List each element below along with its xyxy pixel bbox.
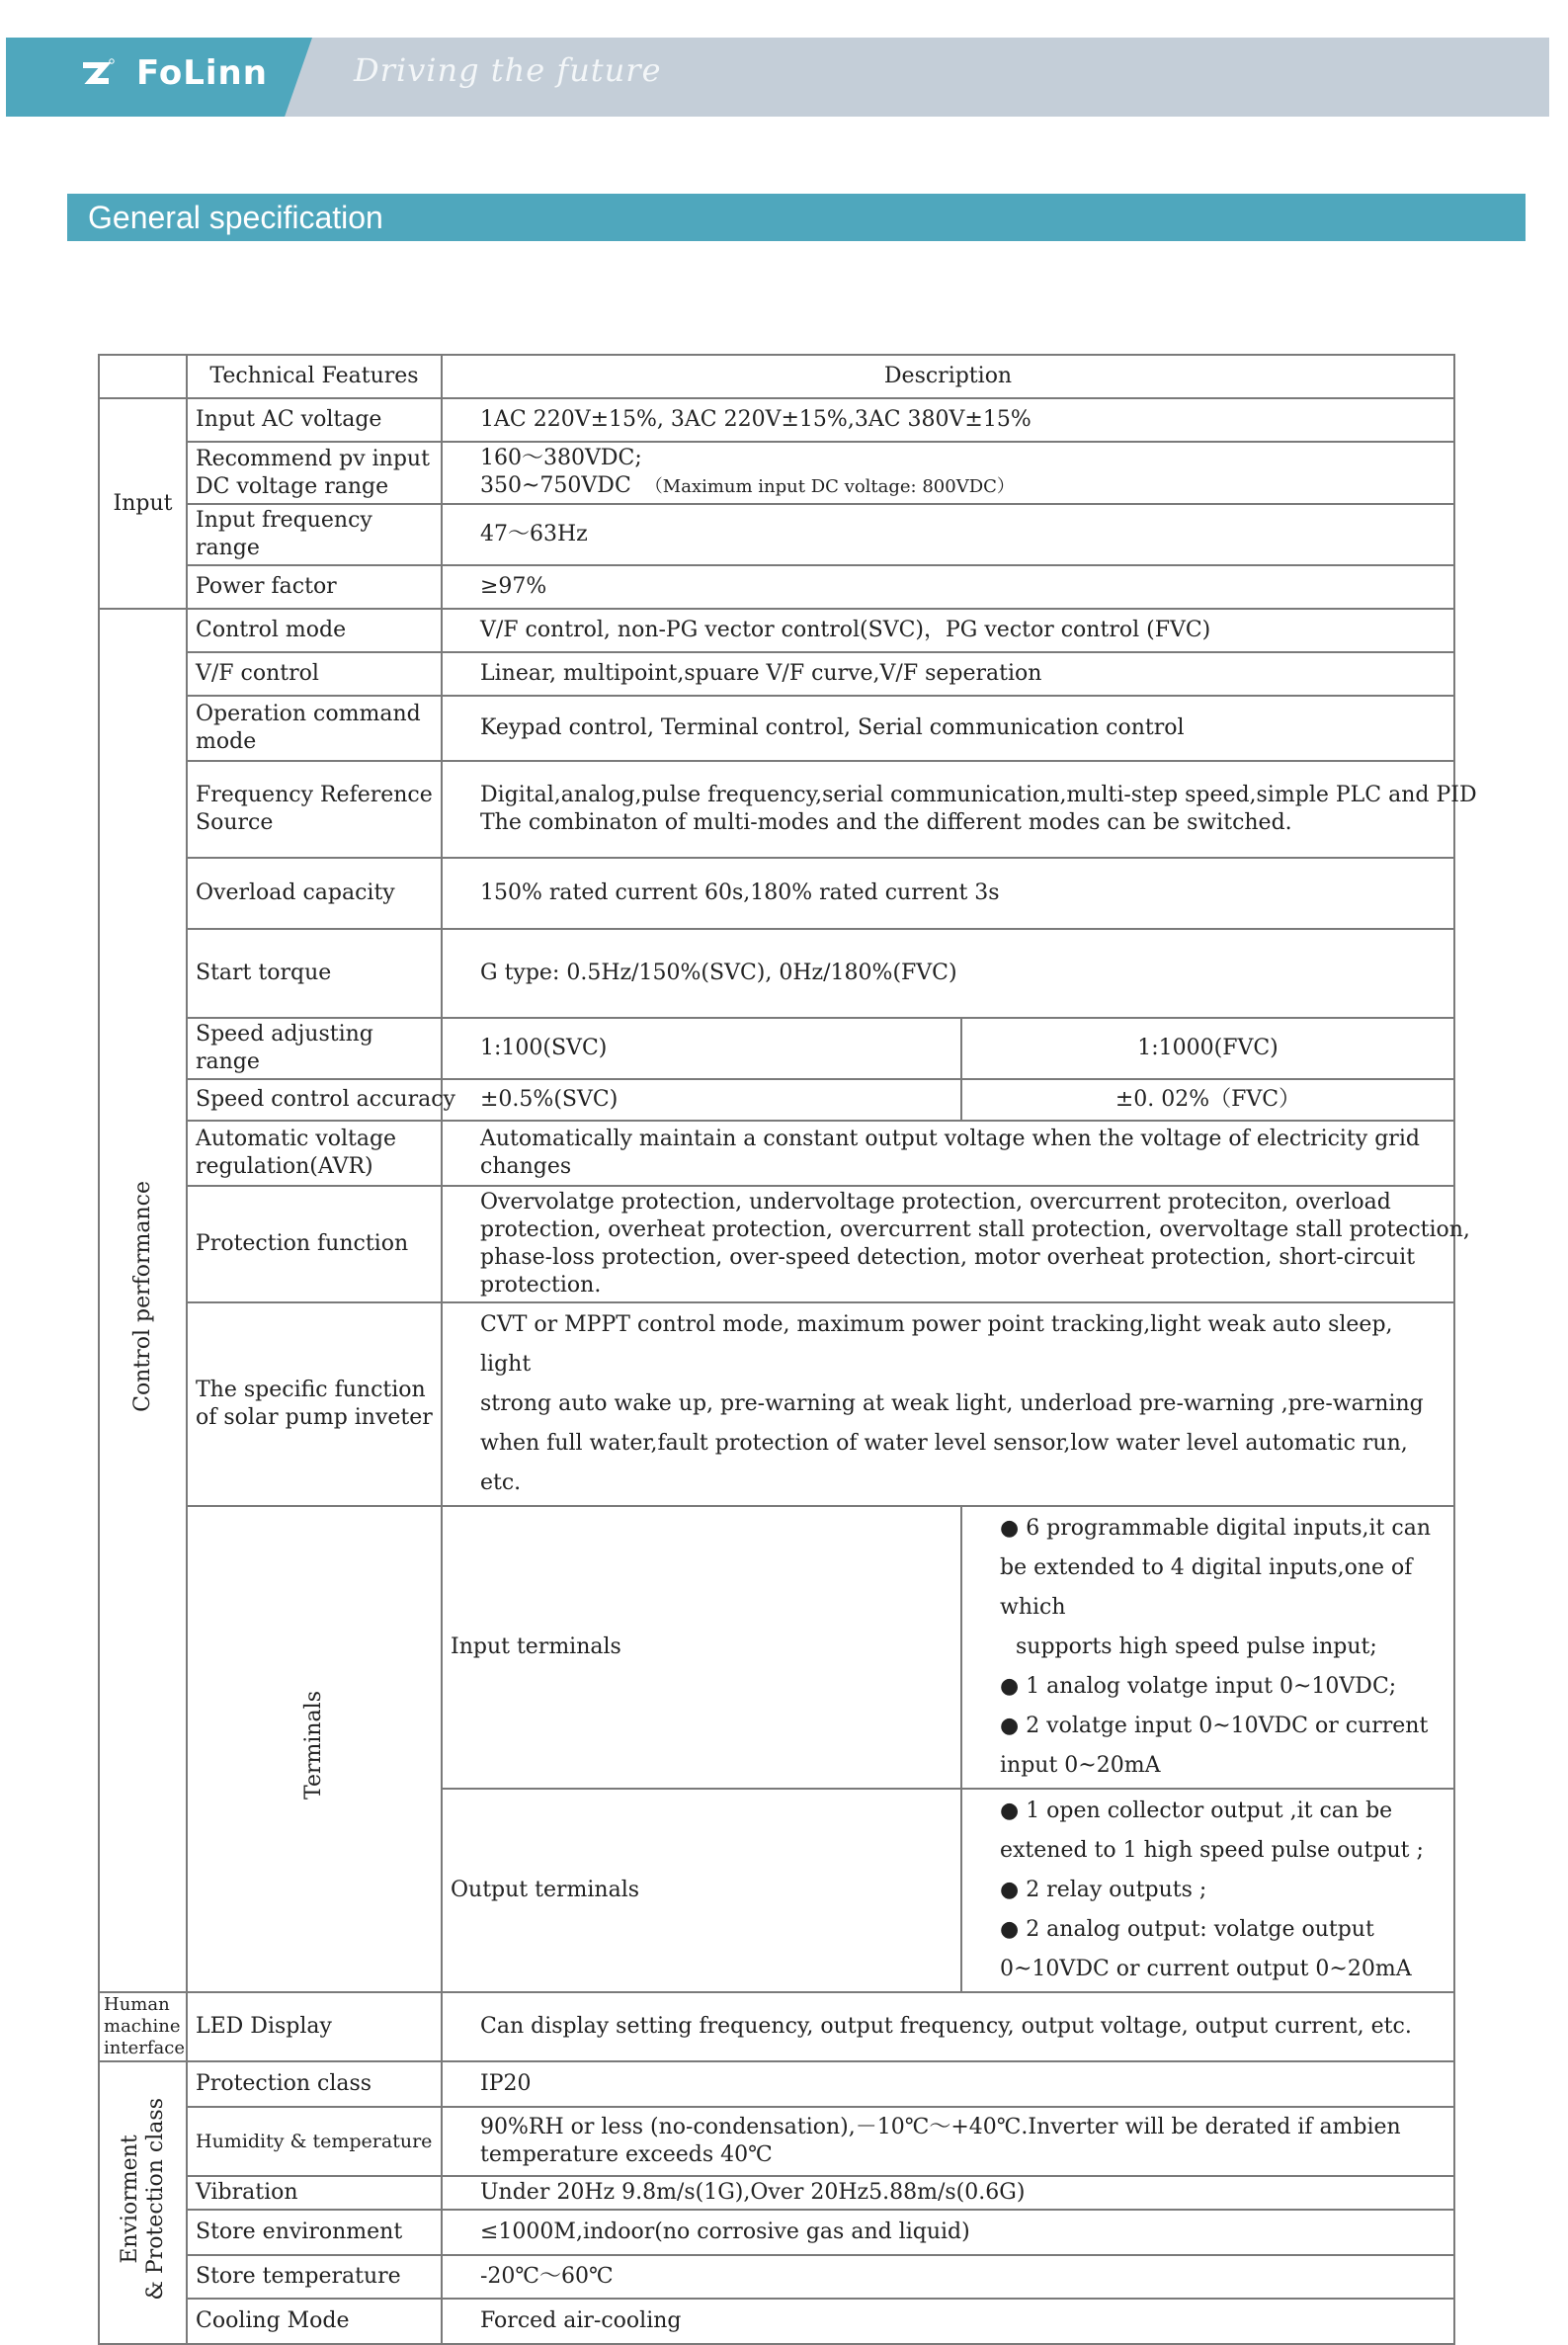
group-env-line2: & Protection class (142, 2097, 168, 2301)
desc-note: （Maximum input DC voltage: 800VDC） (644, 476, 1015, 497)
bullet-line: ● 2 volatge input 0~10VDC or current input 0~20mA (1000, 1714, 1429, 1778)
folinn-logo-icon (79, 55, 115, 95)
table-row (99, 1992, 1454, 2061)
slogan: Driving the future (354, 51, 662, 89)
feature-cell: Protection class (187, 2061, 442, 2107)
feature-cell: LED Display (187, 1992, 442, 2061)
table-row (99, 2176, 1454, 2210)
feature-cell: Speed adjusting range (187, 1018, 442, 1079)
table-row (99, 2061, 1454, 2107)
desc-line: The combinaton of multi-modes and the different modes can be switched. (480, 810, 1292, 835)
desc-cell: ≥97% (442, 565, 1454, 609)
desc-line: 90%RH or less (no-condensation),－10℃～+40℃.Inverter will be derated if ambien (480, 2115, 1401, 2139)
feature-line: of solar pump inveter (196, 1405, 433, 1430)
group-input (99, 398, 187, 609)
feature-cell: Speed control accuracy (187, 1079, 442, 1121)
table-row (99, 652, 1454, 696)
desc-cell (442, 1186, 1470, 1302)
group-environment-label (118, 2098, 169, 2301)
bullet-line: ● 1 analog volatge input 0~10VDC; (1000, 1674, 1397, 1699)
table-row (99, 1506, 1454, 1789)
desc-line: strong auto wake up, pre-warning at weak light, underload pre-warning ,pre-warning (480, 1391, 1424, 1416)
table-row (99, 929, 1454, 1018)
desc-cell (442, 1302, 1454, 1506)
group-terminals (187, 1506, 442, 1992)
desc-cell: 150% rated current 60s,180% rated current 3s (442, 858, 1454, 929)
table-row (99, 761, 1454, 858)
spec-table (98, 354, 1477, 2345)
feature-cell (187, 761, 442, 858)
feature-cell (187, 1121, 442, 1186)
desc-line: Overvolatge protection, undervoltage protection, overcurrent proteciton, overload (480, 1190, 1391, 1214)
table-row (99, 1302, 1454, 1506)
bullet-line: ● 6 programmable digital inputs,it can be extended to 4 digital inputs,one of which (1000, 1516, 1431, 1620)
header-description: Description (442, 355, 1454, 398)
group-hmi-line: Human (104, 1994, 170, 2015)
feature-line: Automatic voltage (196, 1127, 397, 1151)
feature-line: DC voltage range (196, 473, 389, 499)
table-row (99, 696, 1454, 761)
desc-line: 160～380VDC; (480, 446, 642, 470)
desc-line: Digital,analog,pulse frequency,serial communication,multi-step speed,simple PLC and PID (480, 783, 1477, 807)
bullet-line: ● 2 analog output: volatge output 0~10VDC or current output 0~20mA (1000, 1917, 1412, 1981)
desc-cell (961, 1789, 1454, 1992)
desc-line: Automatically maintain a constant output voltage when the voltage of electricity grid (480, 1127, 1420, 1151)
desc-cell (961, 1506, 1454, 1789)
bullet-line: ● 1 open collector output ,it can be extened to 1 high speed pulse output ; (1000, 1799, 1424, 1863)
feature-line: The specific function (196, 1378, 426, 1402)
table-row (99, 1186, 1454, 1302)
feature-cell (187, 442, 442, 504)
desc-cell: Forced air-cooling (442, 2299, 1454, 2344)
feature-cell: Vibration (187, 2176, 442, 2210)
header-blank-cell (99, 355, 187, 398)
feature-line: mode (196, 729, 257, 754)
feature-cell: Humidity & temperature (187, 2107, 442, 2176)
desc-line: changes (480, 1154, 572, 1179)
feature-cell: Input AC voltage (187, 398, 442, 442)
desc-line: protection. (480, 1273, 602, 1298)
feature-line: Operation command (196, 702, 421, 726)
feature-cell: Cooling Mode (187, 2299, 442, 2344)
feature-line: Frequency Reference (196, 783, 433, 807)
desc-cell-fvc: 1:1000(FVC) (961, 1018, 1454, 1079)
desc-line: phase-loss protection, over-speed detection, motor overheat protection, short-circuit (480, 1245, 1416, 1270)
table-header-row (99, 355, 1454, 398)
desc-cell-fvc: ±0. 02%（FVC） (961, 1079, 1454, 1121)
desc-cell: V/F control, non-PG vector control(SVC)，PG vector control (FVC) (442, 609, 1454, 652)
bullet-line: ● 2 relay outputs ; (1000, 1878, 1207, 1902)
feature-cell: Power factor (187, 565, 442, 609)
table-row (99, 565, 1454, 609)
desc-cell: 1AC 220V±15%, 3AC 220V±15%,3AC 380V±15% (442, 398, 1454, 442)
group-input-label: Input (113, 490, 173, 516)
desc-cell: IP20 (442, 2061, 1454, 2107)
feature-cell: Overload capacity (187, 858, 442, 929)
feature-cell: Protection function (187, 1186, 442, 1302)
feature-cell: Store temperature (187, 2255, 442, 2299)
group-env-line1: Enviorment (117, 2134, 142, 2264)
desc-cell: 47～63Hz (442, 504, 1454, 565)
desc-cell: G type: 0.5Hz/150%(SVC), 0Hz/180%(FVC) (442, 929, 1454, 1018)
feature-line: Recommend pv input (196, 446, 430, 471)
section-title: General specification (88, 200, 383, 235)
table-row (99, 1079, 1454, 1121)
table-row (99, 2107, 1454, 2176)
feature-cell: Input frequency range (187, 504, 442, 565)
desc-cell: -20℃～60℃ (442, 2255, 1454, 2299)
feature-line: Source (196, 810, 274, 835)
group-environment (99, 2061, 187, 2344)
table-row (99, 1121, 1454, 1186)
feature-cell: Input terminals (442, 1506, 961, 1789)
desc-cell-svc: 1:100(SVC) (442, 1018, 961, 1079)
group-hmi (99, 1992, 187, 2061)
feature-cell: V/F control (187, 652, 442, 696)
desc-cell (442, 761, 1477, 858)
desc-line: CVT or MPPT control mode, maximum power point tracking,light weak auto sleep, light (480, 1312, 1393, 1377)
table-row (99, 504, 1454, 565)
feature-cell: Start torque (187, 929, 442, 1018)
brand-name: FoLinn (136, 53, 268, 93)
table-row (99, 2255, 1454, 2299)
feature-cell: Control mode (187, 609, 442, 652)
table-row (99, 609, 1454, 652)
table-row (99, 2299, 1454, 2344)
bullet-line: supports high speed pulse input; (1016, 1634, 1377, 1659)
desc-cell: ≤1000M,indoor(no corrosive gas and liquid) (442, 2210, 1454, 2255)
table-row (99, 398, 1454, 442)
feature-cell: Store environment (187, 2210, 442, 2255)
desc-cell (442, 2107, 1454, 2176)
table-row (99, 2210, 1454, 2255)
table-row (99, 858, 1454, 929)
desc-cell: Keypad control, Terminal control, Serial communication control (442, 696, 1454, 761)
feature-cell (187, 1302, 442, 1506)
group-hmi-line: machine (104, 2016, 181, 2037)
feature-cell: Output terminals (442, 1789, 961, 1992)
feature-cell (187, 696, 442, 761)
desc-cell (442, 442, 1454, 504)
feature-line: regulation(AVR) (196, 1154, 373, 1179)
desc-value: 350~750VDC (480, 473, 631, 498)
table-row (99, 1018, 1454, 1079)
desc-line: protection, overheat protection, overcurrent stall protection, overvoltage stall protection, (480, 1217, 1470, 1242)
group-terminals-label: Terminals (301, 1690, 326, 1800)
desc-cell: Under 20Hz 9.8m/s(1G),Over 20Hz5.88m/s(0.6G) (442, 2176, 1454, 2210)
desc-line: temperature exceeds 40℃ (480, 2142, 773, 2167)
desc-line (480, 472, 1445, 501)
header-features: Technical Features (187, 355, 442, 398)
table-row (99, 442, 1454, 504)
group-control (99, 609, 187, 1992)
desc-cell (442, 1121, 1454, 1186)
desc-cell-svc: ±0.5%(SVC) (442, 1079, 961, 1121)
group-hmi-line: interface (104, 2038, 185, 2058)
desc-cell: Linear, multipoint,spuare V/F curve,V/F seperation (442, 652, 1454, 696)
desc-line: when full water,fault protection of water level sensor,low water level automatic run, etc. (480, 1431, 1408, 1495)
group-control-label: Control performance (129, 1181, 155, 1412)
desc-cell: Can display setting frequency, output frequency, output voltage, output current, etc. (442, 1992, 1454, 2061)
